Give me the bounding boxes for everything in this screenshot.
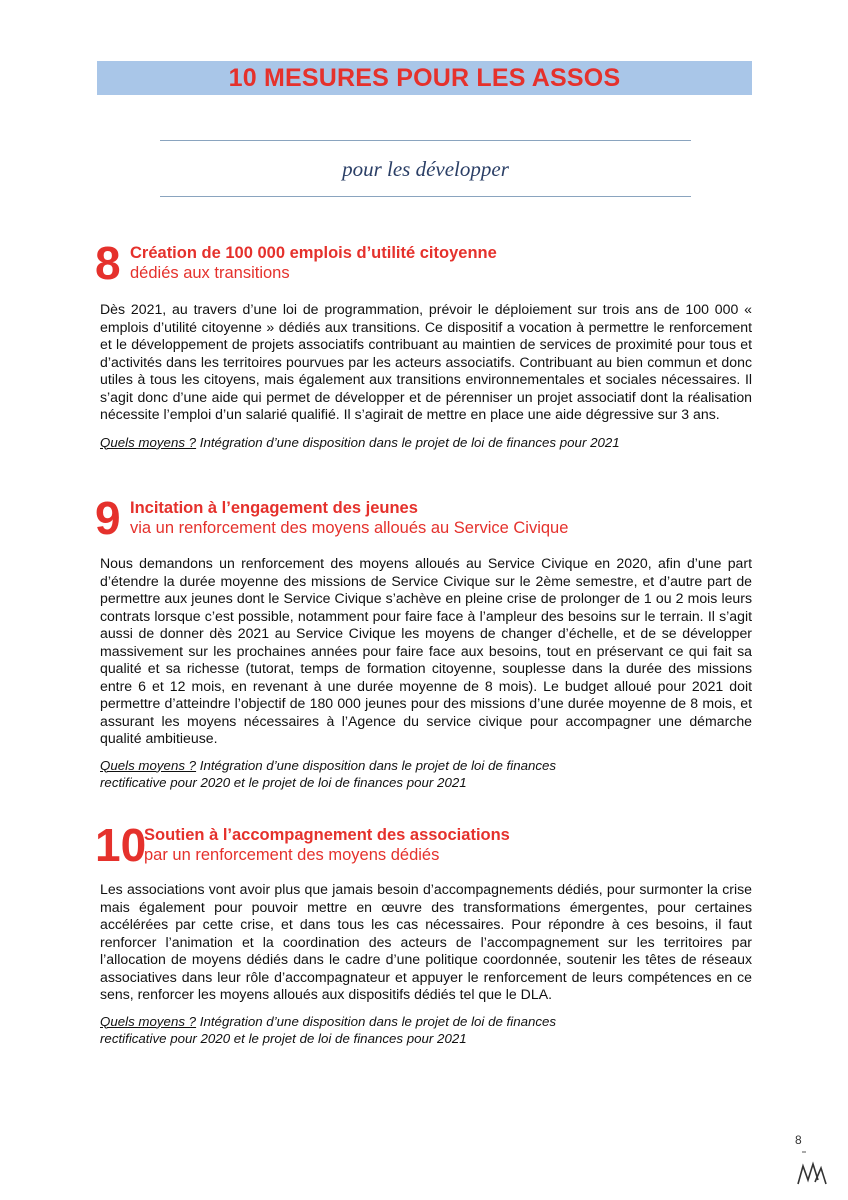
measure-body: Les associations vont avoir plus que jamais besoin d’accompagnements dédiés, pour surmonter la crise mais également pour pouvoir mettre en œuvre des transformations émergentes, pour certaines accélérées par cette crise, et dans tous les cas nécessaires. Pour répondre à ces besoins, il faut renforcer l’animation et la coordination des acteurs de l’accompagnement sur les territoires par l’allocation de moyens dédiés dans le cadre d’une politique coordonnée, soutenir les têtes de réseaux associatives dans leur rôle d’accompagnateur et appuyer le renforcement de leurs compétences en ce sens, renforcer les moyens alloués aux dispositifs dédiés tel que le DLA. <box>100 881 752 1002</box>
moyens-text-line2: rectificative pour 2020 et le projet de loi de finances pour 2021 <box>100 1031 467 1046</box>
moyens-text-line2: rectificative pour 2020 et le projet de loi de finances pour 2021 <box>100 775 467 790</box>
page-subtitle: pour les développer <box>342 157 509 181</box>
measure-9 <box>95 492 752 792</box>
moyens-text: Intégration d’une disposition dans le projet de loi de finances <box>196 757 557 773</box>
measure-subtitle: par un renforcement des moyens dédiés <box>144 846 440 864</box>
measure-moyens <box>100 434 752 452</box>
measure-title: Incitation à l’engagement des jeunes <box>130 499 418 517</box>
measure-moyens <box>100 1013 752 1048</box>
moyens-text: Intégration d’une disposition dans le projet de loi de finances pour 2021 <box>196 434 620 450</box>
measure-body: Nous demandons un renforcement des moyens alloués au Service Civique en 2020, afin d’une part d’étendre la durée moyenne des missions de Service Civique sur le 2ème semestre, et d’autre part de permettre aux jeunes dont le Service Civique s’achève en pleine crise de prolonger de 1 ou 2 mois leurs contrats lorsque c’est possible, notamment pour faire face à l’ampleur des besoins sur le terrain. Il s’agit aussi de donner dès 2021 au Service Civique les moyens de changer d’échelle, et de se développer massivement sur les prochaines années pour faire face aux besoins, tout en préservant ce qui fait sa qualité et sa richesse (tutorat, temps de formation citoyenne, souplesse dans la durée des missions entre 6 et 12 mois, en revenant à une durée moyenne de 8 mois). Le budget alloué pour 2021 doit permettre d’atteindre l’objectif de 180 000 jeunes pour des missions d’une durée moyenne de 8 mois, et assurant les moyens nécessaires à l’Agence du service civique pour accompagner une démarche qualité ambitieuse. <box>100 555 752 746</box>
moyens-label: Quels moyens ? <box>100 434 197 450</box>
moyens-label: Quels moyens ? <box>100 757 197 773</box>
publisher-logo-icon <box>795 1150 829 1190</box>
measure-heading <box>95 492 752 544</box>
measure-title: Soutien à l’accompagnement des associations <box>144 826 510 844</box>
measure-10 <box>95 819 752 1048</box>
moyens-text: Intégration d’une disposition dans le projet de loi de finances <box>196 1013 557 1029</box>
measure-heading <box>95 237 752 289</box>
measure-subtitle: dédiés aux transitions <box>130 264 290 282</box>
measure-number: 10 <box>95 819 147 871</box>
measure-body: Dès 2021, au travers d’une loi de programmation, prévoir le déploiement sur trois ans de 100 000 « emplois d’utilité citoyenne » dédiés aux transitions. Ce dispositif a vocation à permettre le renforcement et le développement de projets associatifs contribuant au maintien de services de proximité pour tous et d’activités dans les territoires pourvues par les acteurs associatifs. Contribuant au bien commun et donc utiles à tous les citoyens, mais également aux transitions environnementales et sociales nécessaires. Il s’agit donc d’une aide qui permet de développer et de pérenniser un projet associatif dont la réalisation nécessite l’emploi d’un salarié qualifié. Il s’agirait de mettre en place une aide dégressive sur 3 ans. <box>100 301 752 422</box>
page-number: 8 <box>795 1133 802 1147</box>
bottom-divider <box>160 196 691 197</box>
page-title: 10 MESURES POUR LES ASSOS <box>228 63 621 92</box>
title-banner <box>97 61 752 95</box>
measure-subtitle: via un renforcement des moyens alloués au Service Civique <box>130 519 569 537</box>
moyens-label: Quels moyens ? <box>100 1013 197 1029</box>
measure-moyens <box>100 757 752 792</box>
top-divider <box>160 140 691 141</box>
measure-heading <box>95 819 752 871</box>
measure-8 <box>95 237 752 451</box>
measure-number: 8 <box>95 237 121 289</box>
measure-title: Création de 100 000 emplois d’utilité citoyenne <box>130 244 497 262</box>
measure-number: 9 <box>95 492 121 544</box>
